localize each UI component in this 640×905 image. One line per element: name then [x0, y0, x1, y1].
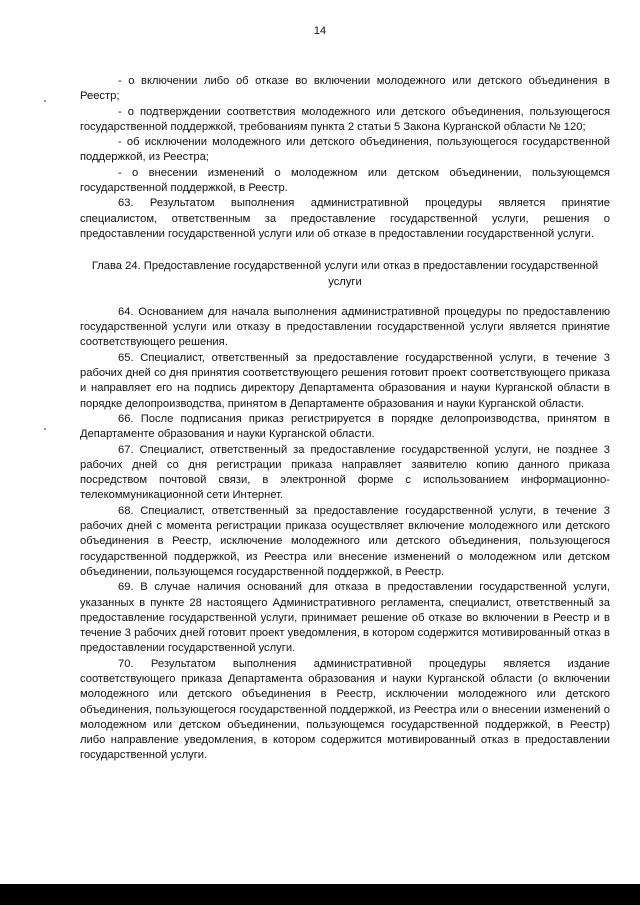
paragraph-70: 70. Результатом выполнения административной процедуры является издание соответствующего приказа Департамента образования и науки Курганской области (о включении молодежного или детского объединения в Реестр, исключении молодежного или детского объединения, пользующегося государственной поддержкой, из Реестра или о внесении изменений о молодежном или детском объединении, пользующемся государственной поддержкой, в Реестр) либо направление уведомления, в котором содержится мотивированный отказ в предоставлении государственной услуги.: [80, 657, 610, 762]
scan-speck: [44, 428, 46, 430]
page-number: 14: [313, 25, 327, 37]
chapter-heading: Глава 24. Предоставление государственной услуги или отказ в предоставлении государственной услуги: [91, 260, 599, 288]
list-item-include: - о включении либо об отказе во включении молодежного или детского объединения в Реестр;: [80, 75, 610, 103]
document-body: [80, 74, 610, 764]
scan-speck: [44, 100, 46, 102]
scan-edge-band: [0, 884, 640, 905]
list-item-confirm: - о подтверждении соответствия молодежного или детского объединения, пользующегося государственной поддержкой, требованиям пункта 2 статьи 5 Закона Курганской области № 120;: [80, 105, 610, 133]
paragraph-68: 68. Специалист, ответственный за предоставление государственной услуги, в течение 3 рабочих дней с момента регистрации приказа осуществляет включение молодежного или детского объединения в Реестр, исключение молодежного или детского объединения, пользующегося государственной поддержкой, из Реестра или внесение изменений о молодежном или детском объединении, пользующемся государственной поддержкой, в Реестр.: [80, 504, 610, 578]
paragraph-69: 69. В случае наличия оснований для отказа в предоставлении государственной услуги, указанных в пункте 28 настоящего Административного регламента, специалист, ответственный за предоставление государственной услуги, принимает решение об отказе во включении в Реестр и в течение 3 рабочих дней готовит проект уведомления, в котором содержится мотивированный отказ в предоставлении государственной услуги.: [80, 581, 610, 655]
paragraph-66: 66. После подписания приказ регистрируется в порядке делопроизводства, принятом в Департаменте образования и науки Курганской области.: [80, 412, 610, 441]
paragraph-65: 65. Специалист, ответственный за предоставление государственной услуги, в течение 3 рабочих дней со дня принятия соответствующего решения готовит проект соответствующего приказа и направляет его на подпись директору Департамента образования и науки Курганской области в порядке делопроизводства, принятом в Департаменте образования и науки Курганской области.: [80, 351, 610, 410]
paragraph-67: 67. Специалист, ответственный за предоставление государственной услуги, не позднее 3 рабочих дней со дня регистрации приказа направляет заявителю копию данного приказа посредством почтовой связи, в электронной форме с использованием информационно-телекоммуникационной сети Интернет.: [80, 443, 610, 502]
paragraph-64: 64. Основанием для начала выполнения административной процедуры по предоставлению государственной услуги или отказу в предоставлении государственной услуги является принятие соответствующего решения.: [80, 305, 610, 349]
list-item-amend: - о внесении изменений о молодежном или детском объединении, пользующемся государственной поддержкой, в Реестр.: [80, 166, 610, 195]
list-item-exclude: - об исключении молодежного или детского объединения, пользующегося государственной поддержкой, из Реестра;: [80, 136, 610, 164]
paragraph-63: 63. Результатом выполнения административной процедуры является принятие специалистом, ответственным за предоставление государственной услуги, решения о предоставлении государственной услуги или об отказе в предоставлении государственной услуги.: [80, 197, 610, 240]
